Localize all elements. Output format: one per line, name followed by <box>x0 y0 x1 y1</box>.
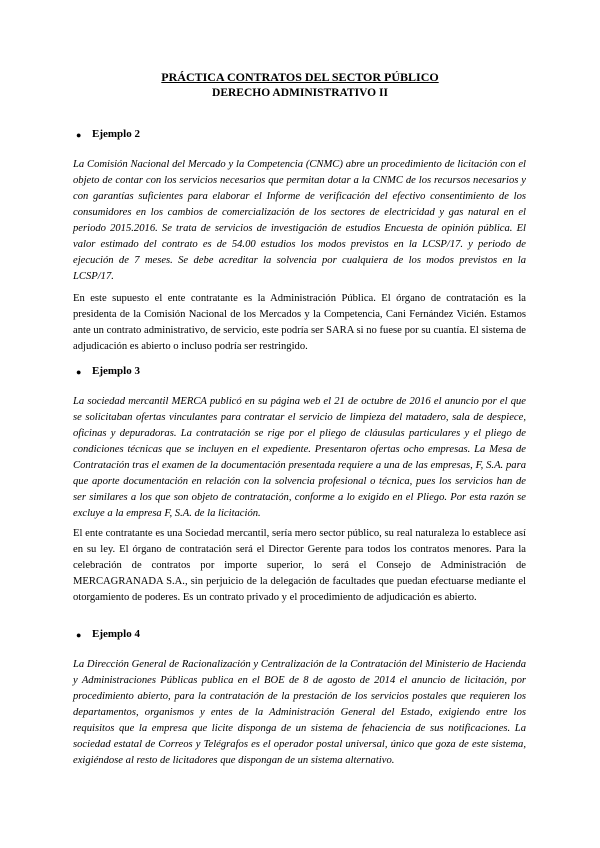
answer-paragraph-ejemplo-3: El ente contratante es una Sociedad mercantil, sería mero sector público, su real naturaleza lo establece así en su ley. El órgano de contratación será el Director Gerente para todos los contratos menores. Para la celebración de contratos por importe superior, lo será el Consejo de Administración de MERCAGRANADA S.A., sin perjuicio de la delegación de facultades que puedan efectuarse mediante el otorgamiento de poderes. Es un contrato privado y el procedimiento de adjudicación es abierto. <box>73 528 526 603</box>
document-title: PRÁCTICA CONTRATOS DEL SECTOR PÚBLICO <box>161 70 439 84</box>
section-heading-label: Ejemplo 3 <box>92 365 140 377</box>
section-heading-label: Ejemplo 4 <box>92 628 140 640</box>
section-heading-ejemplo-2 <box>76 128 140 140</box>
answer-paragraph-ejemplo-2: En este supuesto el ente contratante es la Administración Pública. El órgano de contratación es la presidenta de la Comisión Nacional de los Mercados y la Competencia, Cani Fernández Vicién. Estamos ante un contrato administrativo, de servicio, este podría ser SARA si no fuese por su cuantía. El sistema de adjudicación es abierto o incluso podría ser restringido. <box>73 293 526 352</box>
document-subtitle: DERECHO ADMINISTRATIVO II <box>212 87 388 99</box>
bullet-icon: ● <box>76 367 82 377</box>
section-heading-label: Ejemplo 2 <box>92 128 140 140</box>
section-heading-ejemplo-3 <box>76 365 140 377</box>
section-heading-ejemplo-4 <box>76 628 140 640</box>
bullet-icon: ● <box>76 630 82 640</box>
bullet-icon: ● <box>76 130 82 140</box>
case-paragraph-ejemplo-2: La Comisión Nacional del Mercado y la Competencia (CNMC) abre un procedimiento de licitación con el objeto de contar con los servicios necesarios que permitan dotar a la CNMC de los recursos necesarios y con garantías suficientes para elaborar el Informe de verificación del efectivo consentimiento de los consumidores en los cambios de comercialización de los sectores de electricidad y gas natural en el periodo 2015.2016. Se trata de servicios de investigación de estudios Encuesta de opinión pública. El valor estimado del contrato es de 54.00 estudios los modos previstos en la LCSP/17. y periodo de ejecución de 7 meses. Se debe acreditar la solvencia por cualquiera de los modos previstos en la LCSP/17. <box>73 159 526 282</box>
case-paragraph-ejemplo-4: La Dirección General de Racionalización y Centralización de la Contratación del Ministerio de Hacienda y Administraciones Públicas publica en el BOE de 8 de agosto de 2014 el anuncio de licitación, por procedimiento abierto, para la contratación de la prestación de los servicios postales que requieren los departamentos, organismos y entes de la Administración General del Estado, exigiendo entre los requisitos que la empresa que licite disponga de un sistema de fehaciencia de sus notificaciones. La sociedad estatal de Correos y Telégrafos es el operador postal universal, único que goza de este sistema, exigiéndose al resto de licitadores que dispongan de un sistema alternativo. <box>73 659 526 766</box>
case-paragraph-ejemplo-3: La sociedad mercantil MERCA publicó en su página web el 21 de octubre de 2016 el anuncio por el que se solicitaban ofertas vinculantes para contratar el servicio de limpieza del matadero, sala de despiece, oficinas y depuradoras. La contratación se rige por el pliego de cláusulas particulares y el pliego de condiciones técnicas que se incluyen en el expediente. Presentaron ofertas ocho empresas. La Mesa de Contratación tras el examen de la documentación presentada requiere a una de las empresas, F, S.A. para que aporte documentación en relación con la solvencia profesional o técnica, pues los servicios han de ser similares a los que son objeto de contratación, conforme a lo exigido en el Pliego. Por esta razón se excluye a la empresa F, S.A. de la licitación. <box>73 396 526 519</box>
